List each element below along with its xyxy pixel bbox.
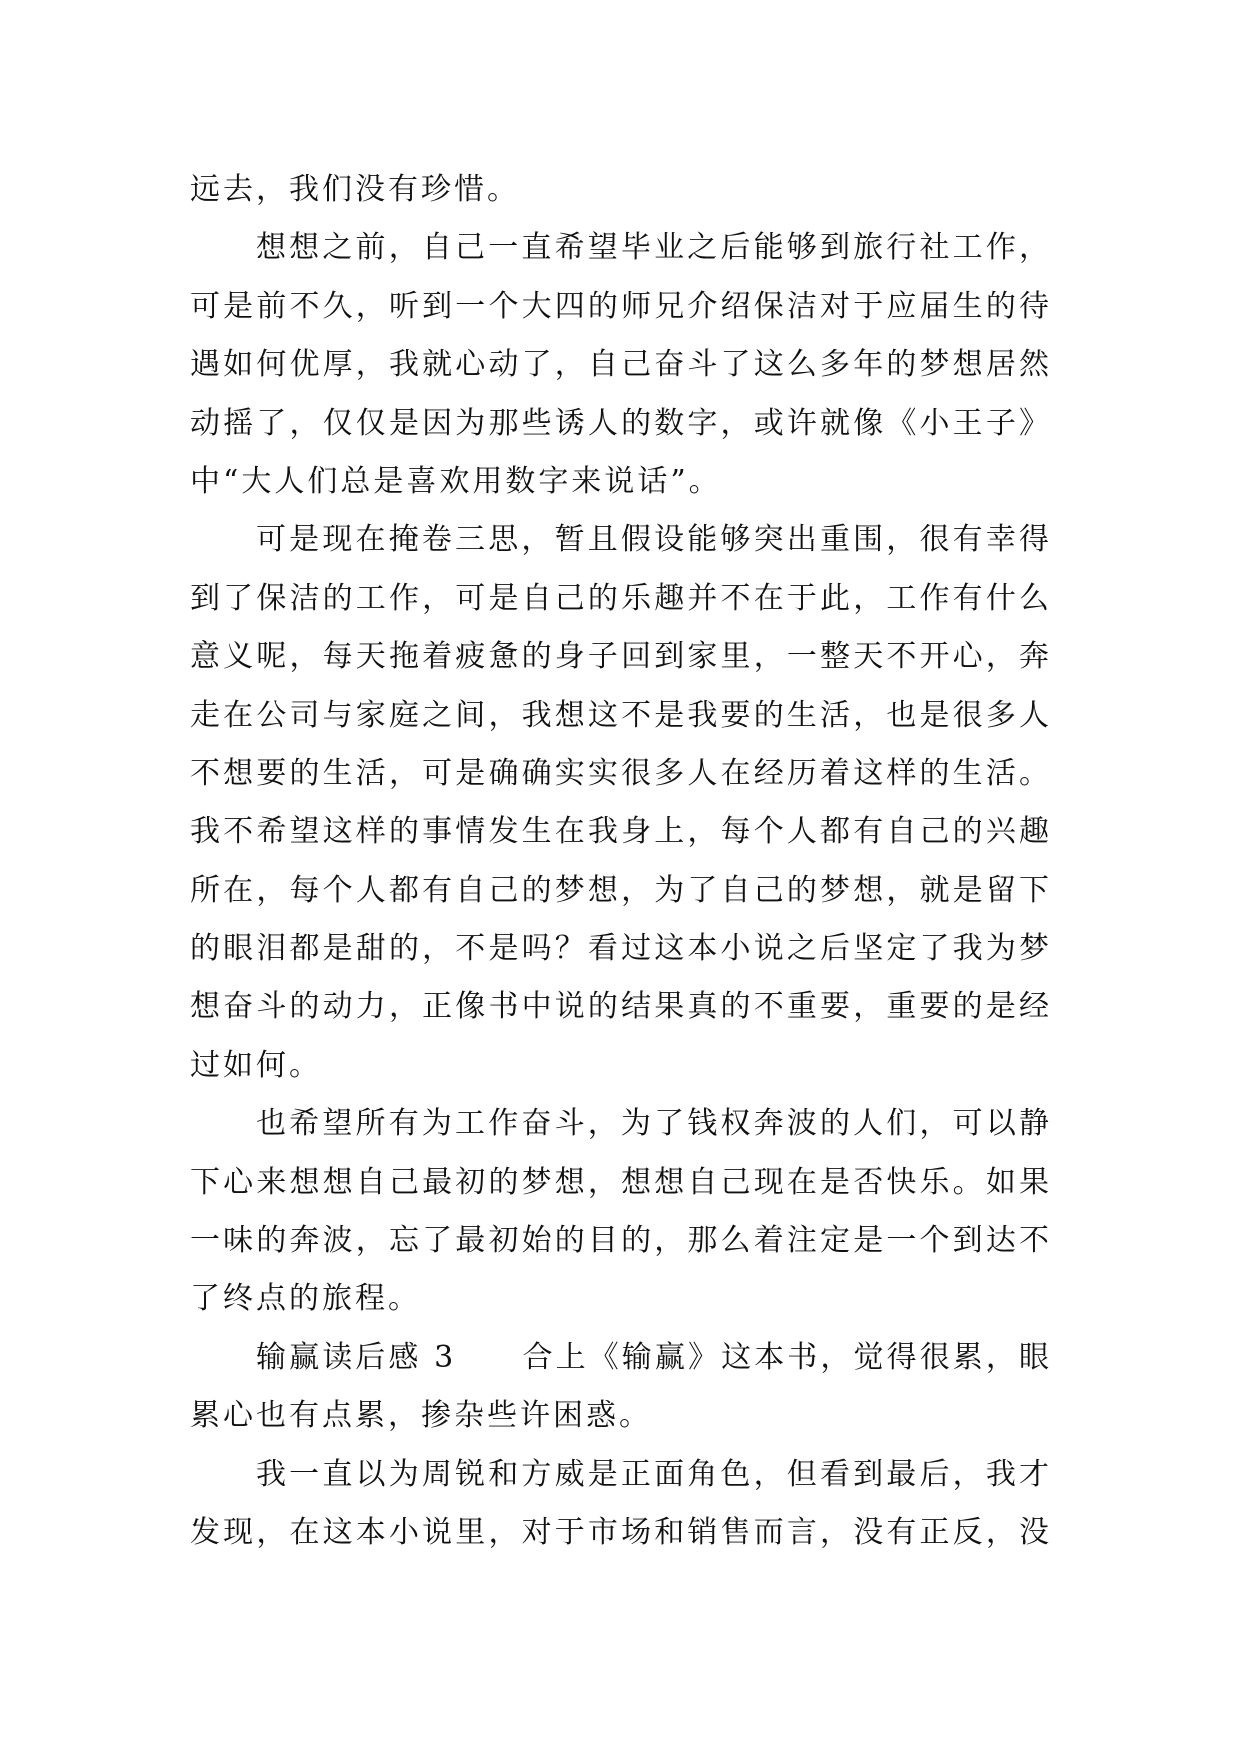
text-line: 意义呢，每天拖着疲惫的身子回到家里，一整天不开心，奔	[190, 639, 1052, 675]
text-line: 动摇了，仅仅是因为那些诱人的数字，或许就像《小王子》	[190, 405, 1052, 441]
text-line: 可是现在掩卷三思，暂且假设能够突出重围，很有幸得	[256, 522, 1052, 558]
paragraph	[190, 1095, 1052, 1329]
text-line: 中“大人们总是喜欢用数字来说话”。	[190, 463, 722, 499]
text-line: 到了保洁的工作，可是自己的乐趣并不在于此，工作有什么	[190, 580, 1052, 616]
paragraph	[190, 1446, 1052, 1563]
text-line: 过如何。	[190, 1047, 322, 1083]
text-line: 了终点的旅程。	[190, 1281, 421, 1317]
text-line: 累心也有点累，掺杂些许困惑。	[190, 1398, 652, 1434]
text-line: 可是前不久，听到一个大四的师兄介绍保洁对于应届生的待	[190, 288, 1052, 324]
text-line: 的眼泪都是甜的，不是吗？看过这本小说之后坚定了我为梦	[190, 931, 1052, 967]
text-line: 也希望所有为工作奋斗，为了钱权奔波的人们，可以静	[256, 1106, 1052, 1142]
text-line: 我一直以为周锐和方威是正面角色，但看到最后，我才	[256, 1456, 1052, 1492]
document-body	[190, 161, 1052, 1562]
text-line: 一味的奔波，忘了最初始的目的，那么着注定是一个到达不	[190, 1223, 1052, 1259]
paragraph	[190, 219, 1052, 511]
text-line: 不想要的生活，可是确确实实很多人在经历着这样的生活。	[190, 755, 1052, 791]
text-line: 所在，每个人都有自己的梦想，为了自己的梦想，就是留下	[190, 872, 1052, 908]
text-line: 遇如何优厚，我就心动了，自己奋斗了这么多年的梦想居然	[190, 347, 1052, 383]
text-line: 输赢读后感 3 合上《输赢》这本书，觉得很累，眼	[256, 1339, 1052, 1375]
paragraph	[190, 1329, 1052, 1446]
text-line: 远去，我们没有珍惜。	[190, 172, 520, 207]
paragraph	[190, 161, 1052, 219]
text-line: 走在公司与家庭之间，我想这不是我要的生活，也是很多人	[190, 697, 1052, 733]
text-line: 发现，在这本小说里，对于市场和销售而言，没有正反，没	[190, 1514, 1052, 1550]
text-line: 想奋斗的动力，正像书中说的结果真的不重要，重要的是经	[190, 989, 1052, 1025]
paragraph	[190, 511, 1052, 1095]
text-line: 我不希望这样的事情发生在我身上，每个人都有自己的兴趣	[190, 814, 1052, 850]
text-line: 想想之前，自己一直希望毕业之后能够到旅行社工作，	[256, 230, 1052, 266]
text-line: 下心来想想自己最初的梦想，想想自己现在是否快乐。如果	[190, 1164, 1052, 1200]
